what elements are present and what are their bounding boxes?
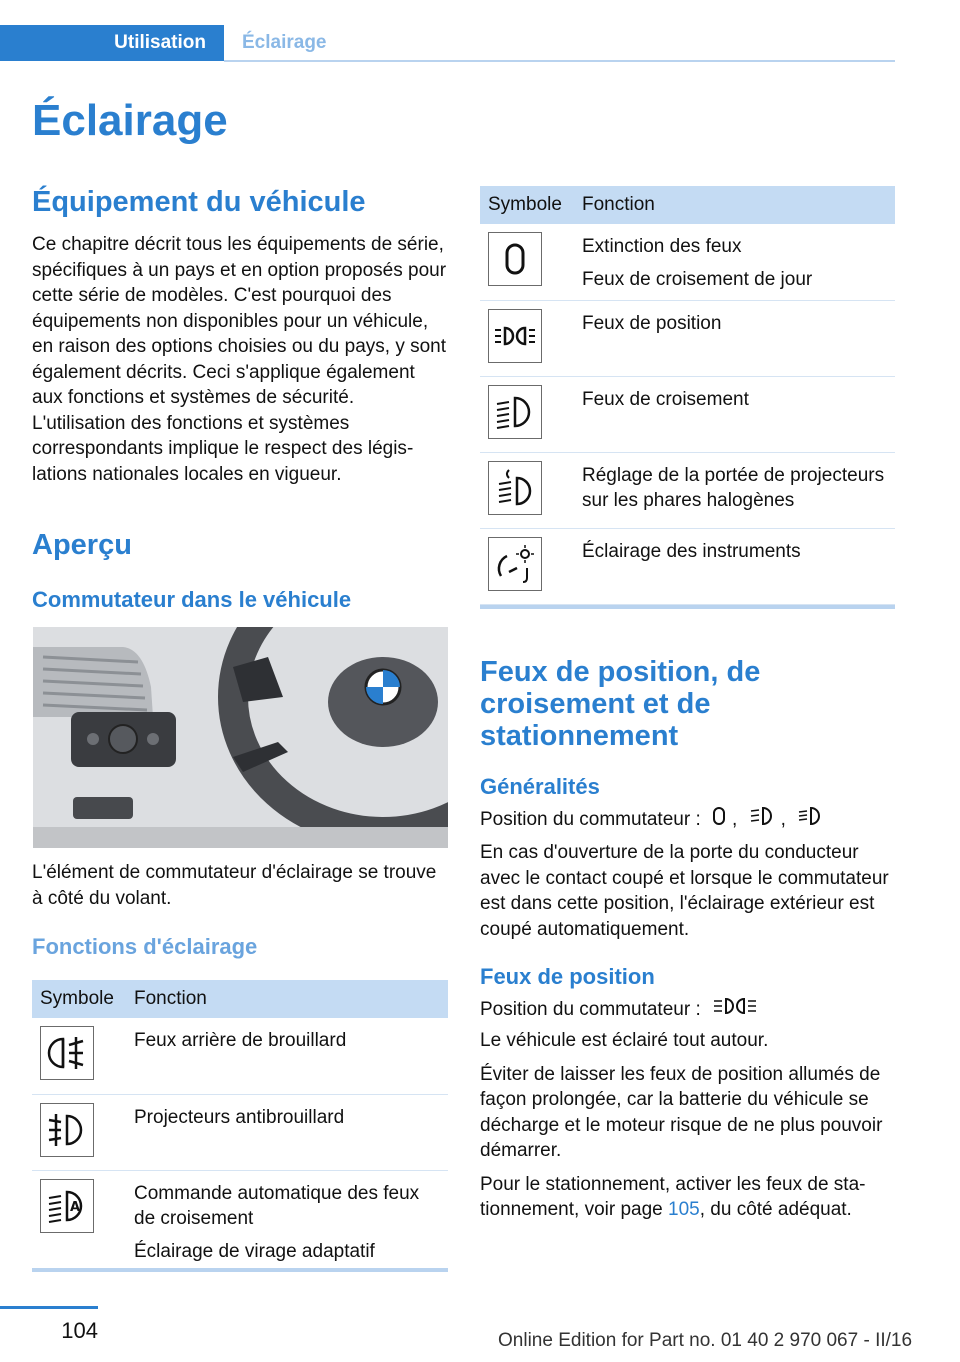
- separator: ,: [780, 808, 786, 830]
- subsection-title-generalites: Généralités: [480, 774, 600, 799]
- subsection-title-position: Feux de position: [480, 964, 655, 989]
- col-symbol-header: Symbole: [32, 980, 126, 1018]
- page-title: Éclairage: [32, 96, 228, 145]
- subsection-title-fonctions: Fonctions d'éclairage: [32, 934, 258, 959]
- section-text-equipement: Ce chapitre décrit tous les équipements de série, spécifiques à un pays et en option proposés pour cette série de modèles. C'est pourquoi des équipements non disponibles pour un véhicule, en raison des options choisies ou du pays, y sont également décrits. Ceci s'applique également aux fonctions et systèmes de sécurité. L'utilisation des fonctions et systèmes correspondants implique le respect des législations nationales locales en vigueur.: [32, 234, 447, 485]
- position-body: [480, 1028, 896, 1231]
- tab-eclairage[interactable]: Éclairage: [242, 32, 327, 53]
- auto-headlight-icon: [40, 1179, 94, 1233]
- auto-headlight-icon: [797, 806, 823, 834]
- footer-rule: [0, 1306, 98, 1309]
- table-row: [32, 1170, 448, 1272]
- position-switch-line: [480, 996, 896, 1024]
- row-function-text: Feux arrière de brouillard: [134, 1030, 347, 1051]
- lights-off-icon: [712, 806, 726, 834]
- col-function-header: Fonction: [574, 186, 895, 224]
- table-row: [32, 1094, 448, 1170]
- generalites-text: En cas d'ouverture de la porte du conducteur avec le contact coupé et lorsque le commutateur est dans cette position, l'éclairage extérieur est coupé automatiquement.: [480, 842, 889, 940]
- row-function-text: Feux de croisement: [582, 388, 749, 410]
- parking-light-icon: [712, 996, 758, 1024]
- edition-footer: Online Edition for Part no. 01 40 2 970 067 - II/16: [498, 1330, 913, 1351]
- position-paragraph: Éviter de laisser les feux de position allumés de façon prolongée, car la batterie du véhicule se décharge et le moteur risque de ne plus pouvoir démarrer.: [480, 1063, 883, 1161]
- col-symbol-header: Symbole: [480, 186, 574, 224]
- section-title-apercu: Aperçu: [32, 529, 132, 561]
- table-row: [480, 224, 895, 300]
- instrument-lighting-icon: [488, 537, 542, 591]
- row-function-text: Extinction des feux: [582, 236, 742, 257]
- switch-prefix: Position du commutateur :: [480, 998, 701, 1020]
- headlight-range-icon: [488, 461, 542, 515]
- text-span: , du côté adéquat.: [699, 1199, 852, 1220]
- table-row: [480, 452, 895, 528]
- row-function-text: Réglage de la portée de projecteurs sur les phares halogènes: [582, 464, 885, 511]
- parking-light-icon: [488, 309, 542, 363]
- position-paragraph: [480, 1172, 896, 1223]
- table-row: [480, 300, 895, 376]
- section-title-feux: Feux de position, de croisement et de stationnement: [480, 656, 761, 752]
- rear-fog-light-icon: [40, 1026, 94, 1080]
- header-rule: [224, 60, 895, 62]
- row-function-text: Commande automatique des feux de croisement: [134, 1182, 420, 1229]
- separator: ,: [732, 808, 738, 830]
- table-row: [32, 1018, 448, 1094]
- row-function-text: Éclairage de virage adaptatif: [134, 1240, 375, 1262]
- generalites-switch-line: [480, 806, 896, 834]
- page-number: 104: [61, 1318, 98, 1343]
- low-beam-icon: [488, 385, 542, 439]
- table-row: [480, 528, 895, 604]
- position-paragraph: Le véhicule est éclairé tout autour.: [480, 1030, 769, 1051]
- left-symbol-table: [32, 980, 448, 1272]
- table-row: [480, 376, 895, 452]
- text-span: Pour le stationnement, activer les feux de stationnement, voir page: [480, 1173, 866, 1220]
- row-function-text: Feux de position: [582, 312, 722, 334]
- col-function-header: Fonction: [126, 980, 448, 1018]
- low-beam-icon: [749, 806, 775, 834]
- page-link[interactable]: 105: [668, 1199, 700, 1220]
- switch-prefix: Position du commutateur :: [480, 808, 701, 830]
- photo-caption: L'élément de commutateur d'éclairage se trouve à côté du volant.: [32, 862, 437, 909]
- section-title-equipement: Équipement du véhicule: [32, 186, 366, 218]
- right-symbol-table: [480, 186, 895, 605]
- lights-off-icon: [488, 232, 542, 286]
- tab-utilisation[interactable]: Utilisation: [0, 25, 224, 61]
- row-function-text: Éclairage des instruments: [582, 540, 801, 562]
- subsection-title-commutateur: Commutateur dans le véhicule: [32, 587, 352, 612]
- table-end-rule: [32, 1268, 448, 1272]
- front-fog-light-icon: [40, 1103, 94, 1157]
- table-end-rule: [480, 605, 895, 609]
- svg-text:A: A: [70, 1199, 81, 1215]
- row-function-text: Feux de croisement de jour: [582, 268, 813, 290]
- row-function-text: Projecteurs antibrouillard: [134, 1106, 345, 1128]
- dashboard-photo: [33, 627, 448, 848]
